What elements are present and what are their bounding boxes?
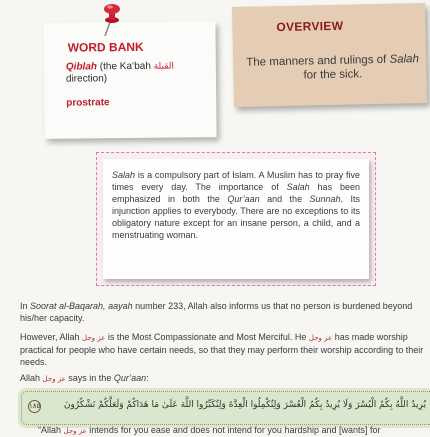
overview-text-salah: Salah bbox=[389, 53, 420, 66]
intro-text-6: and the bbox=[259, 194, 310, 204]
intro-salah-2: Salah bbox=[286, 182, 310, 192]
para3-b: says in the bbox=[65, 373, 114, 383]
para1-c: number 233, Allah also informs us that no person is burdened beyond his/her capacity. bbox=[20, 301, 413, 323]
ayah-number-mark: ١٨٥ bbox=[28, 400, 41, 413]
intro-text-8: . Its injunction applies to everybody. There are no exceptions to its obligatory nature except for an insane person, a child, and a menstruating woman. bbox=[112, 194, 360, 240]
verse-translation bbox=[38, 424, 418, 437]
intro-quraan: Qur’aan bbox=[227, 194, 260, 204]
honorific-icon: عز وجل bbox=[82, 334, 106, 342]
overview-text bbox=[245, 52, 421, 84]
intro-text bbox=[103, 159, 369, 279]
para2-a: However, Allah bbox=[20, 332, 83, 342]
term-qiblah-arabic: القبلة bbox=[153, 61, 175, 72]
para3-a: Allah bbox=[20, 373, 43, 383]
word-bank-card bbox=[43, 21, 216, 139]
pushpin-icon bbox=[96, 2, 126, 38]
para3-quraan: Qur’aan bbox=[113, 373, 147, 383]
overview-card bbox=[232, 3, 427, 107]
paragraph-compassion bbox=[20, 331, 424, 368]
intro-sunnah: Sunnah bbox=[309, 194, 341, 204]
intro-text-4: has been emphasized in both the bbox=[112, 182, 360, 204]
intro-text-2: is a compulsory part of Islam. A Muslim has to pray five times every day. The importance of bbox=[112, 170, 360, 192]
para2-c: has made worship practical for people who have certain needs, so that they may perform their worship according to their needs. bbox=[20, 332, 424, 367]
translation-a: “Allah bbox=[38, 425, 64, 435]
para1-surah: Soorat al-Baqarah, aayah bbox=[30, 301, 133, 311]
term-qiblah-desc-b: direction) bbox=[65, 73, 108, 85]
word-bank-title: WORD BANK bbox=[67, 39, 144, 55]
word-bank-term-qiblah bbox=[66, 60, 216, 85]
term-qiblah: Qiblah bbox=[65, 61, 98, 73]
word-bank-term-prostrate: prostrate bbox=[66, 97, 110, 109]
quran-verse-text: يُرِيدُ اللَّهُ بِكُمُ الْيُسْرَ وَلَا يُرِيدُ بِكُمُ الْعُسْرَ وَلِتُكْمِلُوا الْعِدَّةَ وَلِتُكَبِّرُوا اللَّهَ عَلَىٰ مَا هَدَاكُمْ وَلَعَلَّكُمْ تَشْكُرُونَ bbox=[63, 400, 426, 410]
overview-text-b: for the sick. bbox=[303, 68, 363, 82]
paragraph-baqarah bbox=[20, 300, 424, 324]
honorific-icon: عز وجل bbox=[63, 427, 87, 435]
overview-text-a: The manners and rulings of bbox=[246, 53, 390, 69]
quran-verse-band bbox=[18, 388, 430, 428]
para3-d: : bbox=[146, 373, 149, 383]
para2-b: is the Most Compassionate and Most Merciful. He bbox=[105, 332, 309, 342]
term-qiblah-desc-a: (the Ka‘bah bbox=[96, 60, 154, 73]
honorific-icon: عز وجل bbox=[308, 334, 333, 342]
para1-a: In bbox=[20, 301, 31, 311]
overview-title: OVERVIEW bbox=[276, 18, 344, 35]
paragraph-allah-says bbox=[20, 372, 424, 385]
intro-box bbox=[96, 152, 376, 286]
translation-b: intends for you ease and does not intend for you hardship and [wants] for bbox=[86, 425, 381, 435]
intro-salah-1: Salah bbox=[112, 170, 136, 180]
honorific-icon: عز وجل bbox=[42, 375, 66, 383]
